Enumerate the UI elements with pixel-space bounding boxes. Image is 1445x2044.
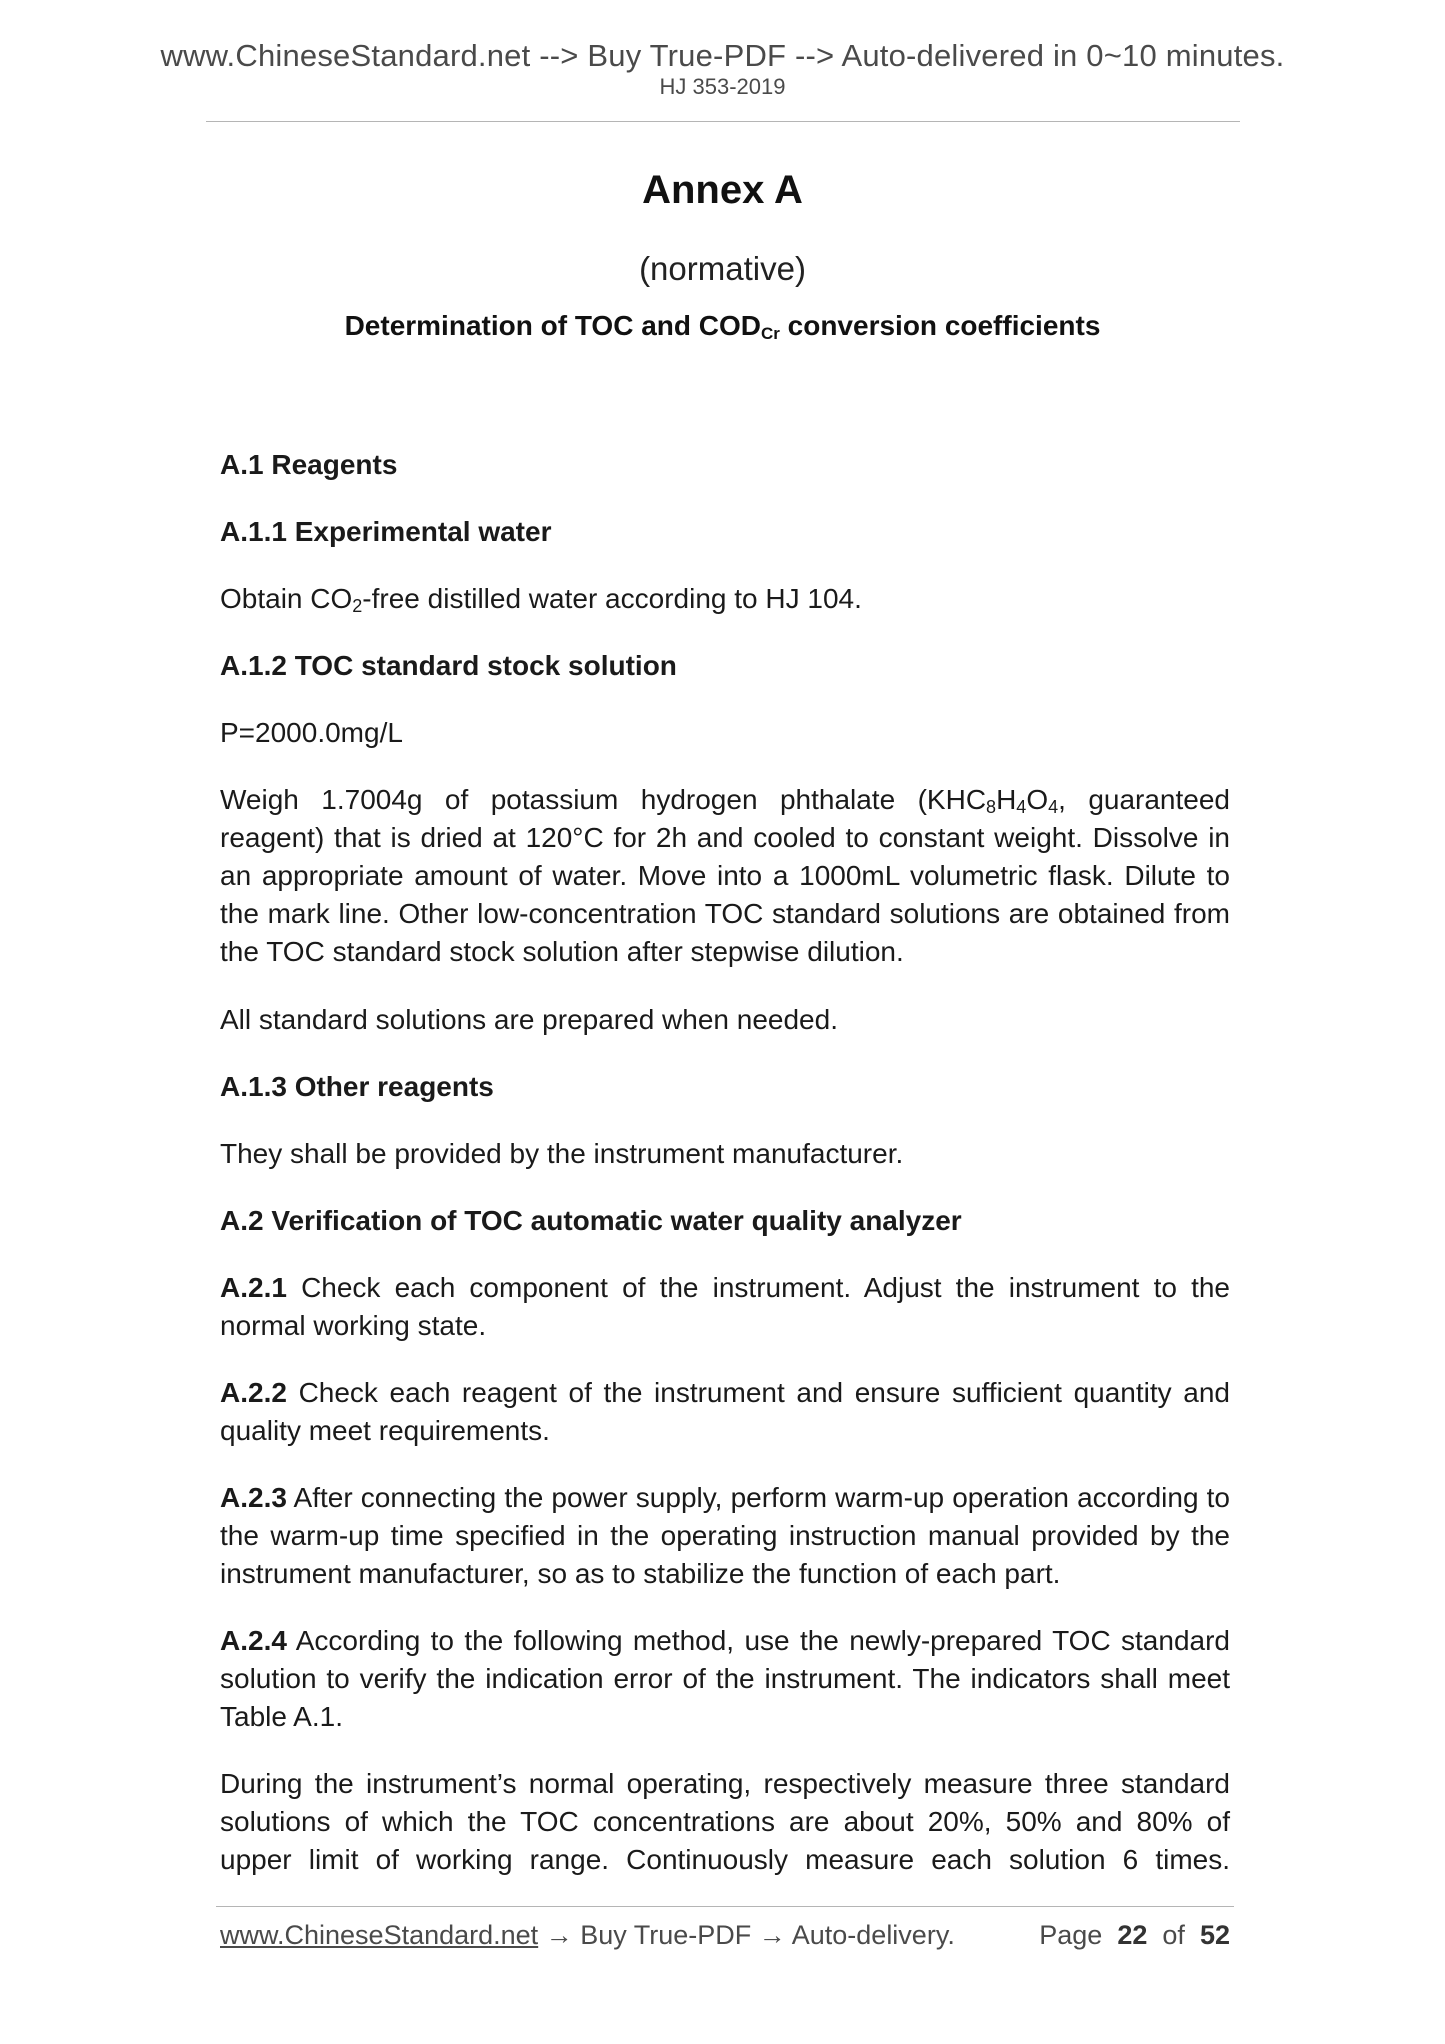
heading-a1-1: A.1.1 Experimental water — [220, 516, 552, 547]
heading-a1-3: A.1.3 Other reagents — [220, 1071, 494, 1102]
heading-a1: A.1 Reagents — [220, 449, 398, 480]
paragraph-a1-2-note: All standard solutions are prepared when needed. — [220, 1004, 838, 1035]
footer-divider — [216, 1906, 1234, 1907]
paragraph-a2-2: A.2.2 Check each reagent of the instrument and ensure sufficient quantity and quality meet requirements. — [220, 1377, 1230, 1446]
paragraph-a1-1: Obtain $CO_2$-free distilled water according to HJ 104. — [220, 583, 862, 616]
footer-link[interactable]: www.ChineseStandard.net — [220, 1920, 539, 1950]
top-banner: www.ChineseStandard.net --> Buy True-PDF --> Auto-delivered in 0~10 minutes. — [160, 38, 1285, 73]
paragraph-a2-4-method: During the instrument’s normal operating, respectively measure three standard solutions of which the TOC concentrations are about 20%, 50% and 80% of upper limit of working range. Continuously measure each solution 6 times. — [220, 1768, 1230, 1875]
heading-a2: A.2 Verification of TOC automatic water quality analyzer — [220, 1205, 962, 1236]
paragraph-a1-3: They shall be provided by the instrument manufacturer. — [220, 1138, 904, 1169]
footer-text: → Buy True-PDF → Auto-delivery. — [538, 1920, 955, 1950]
footer — [220, 1920, 1230, 1951]
paragraph-a1-2-preparation: Weigh 1.7004g of potassium hydrogen phthalate ($KHC_8H_4O_4$, guaranteed reagent) that is dried at 120°C for 2h and cooled to constant weight. Dissolve in an appropriate amount of water. Move into a 1000mL volumetric flask. Dilute to the mark line. Other low-concentration TOC standard solutions are obtained from the TOC standard stock solution after stepwise dilution. — [220, 784, 1231, 967]
heading-a1-2: A.1.2 TOC standard stock solution — [220, 650, 677, 681]
annex-subtitle: (normative) — [639, 250, 806, 287]
page-number: Page 22 of 52 — [1039, 1920, 1230, 1950]
annex-title: Annex A — [642, 168, 803, 212]
paragraph-a2-4: A.2.4 According to the following method, use the newly-prepared TOC standard solution to verify the indication error of the instrument. The indicators shall meet Table A.1. — [220, 1625, 1230, 1732]
header-divider — [206, 121, 1240, 122]
annex-description: Determination of TOC and $COD_{Cr}$ conversion coefficients — [344, 310, 1101, 343]
paragraph-a2-3: A.2.3 After connecting the power supply, perform warm-up operation according to the warm-up time specified in the operating instruction manual provided by the instrument manufacturer, so as to stabilize the function of each part. — [220, 1482, 1230, 1589]
paragraph-a2-1: A.2.1 Check each component of the instrument. Adjust the instrument to the normal working state. — [220, 1272, 1230, 1341]
concentration-value: P=2000.0mg/L — [220, 717, 403, 748]
standard-number: HJ 353-2019 — [659, 74, 786, 99]
